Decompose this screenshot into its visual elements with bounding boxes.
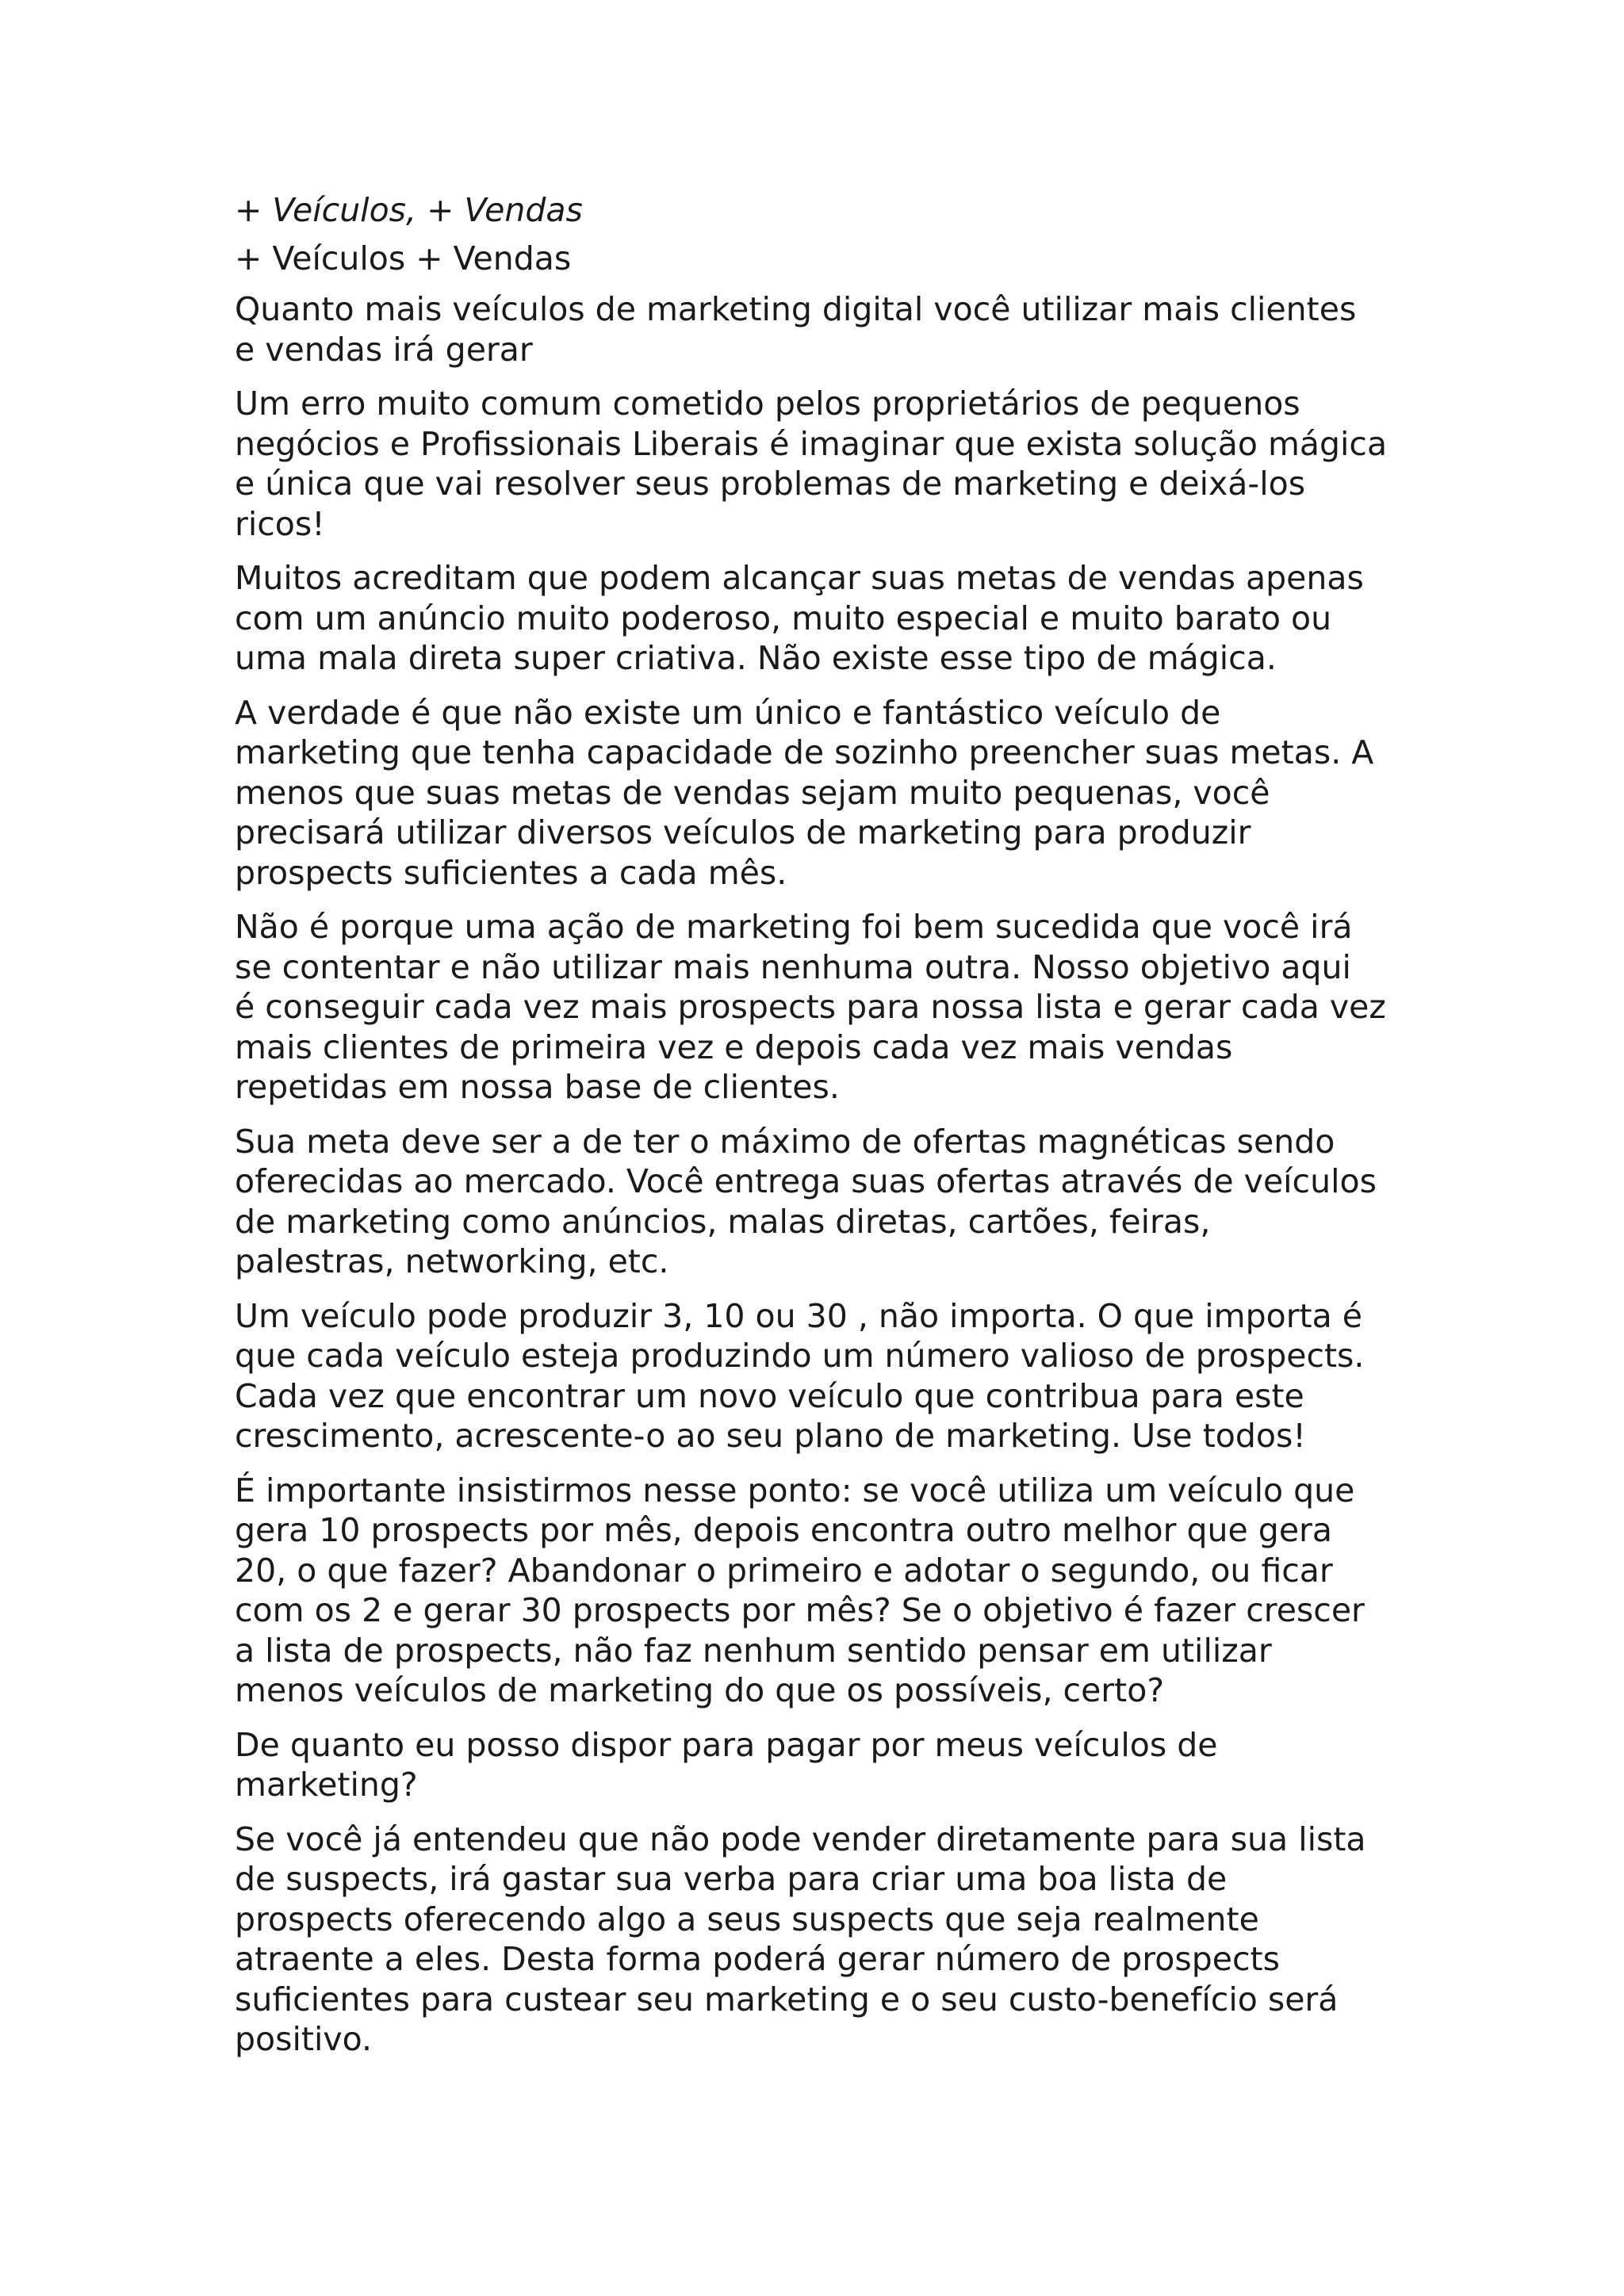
paragraph-line: positivo. — [235, 2020, 372, 2058]
paragraph-line: Um veículo pode produzir 3, 10 ou 30 , não importa. O que importa é — [235, 1296, 1363, 1335]
paragraph-line: Muitos acreditam que podem alcançar suas metas de vendas apenas — [235, 559, 1364, 597]
paragraph — [235, 1820, 1424, 2060]
paragraph-line: Cada vez que encontrar um novo veículo que contribua para este — [235, 1376, 1304, 1415]
paragraph-line: repetidas em nossa base de clientes. — [235, 1068, 840, 1106]
paragraph-line: gera 10 prospects por mês, depois encontra outro melhor que gera — [235, 1511, 1333, 1549]
paragraph-line: negócios e Profissionais Liberais é imaginar que exista solução mágica — [235, 424, 1388, 463]
paragraph-line: de suspects, irá gastar sua verba para criar uma boa lista de — [235, 1860, 1228, 1898]
paragraph — [235, 289, 1424, 369]
paragraph-line: ricos! — [235, 504, 325, 543]
paragraph-line: de marketing como anúncios, malas diretas, cartões, feiras, — [235, 1202, 1211, 1241]
paragraph-line: prospects oferecendo algo a seus suspects que seja realmente — [235, 1900, 1259, 1938]
paragraph-line: Não é porque uma ação de marketing foi bem sucedida que você irá — [235, 908, 1353, 946]
paragraph — [235, 907, 1424, 1108]
paragraph — [235, 693, 1424, 894]
document-subtitle: + Veículos + Vendas — [235, 239, 572, 277]
paragraph — [235, 1471, 1424, 1711]
paragraph-line: com os 2 e gerar 30 prospects por mês? Se o objetivo é fazer crescer — [235, 1591, 1365, 1629]
paragraph-line: que cada veículo esteja produzindo um número valioso de prospects. — [235, 1337, 1365, 1375]
paragraph — [235, 384, 1424, 544]
paragraph-line: e única que vai resolver seus problemas de marketing e deixá-los — [235, 465, 1306, 503]
paragraph — [235, 1725, 1424, 1805]
paragraph-line: prospects suficientes a cada mês. — [235, 853, 787, 892]
paragraph-line: marketing que tenha capacidade de sozinho preencher suas metas. A — [235, 733, 1374, 771]
paragraph-line: marketing? — [235, 1766, 418, 1804]
paragraph-line: a lista de prospects, não faz nenhum sentido pensar em utilizar — [235, 1631, 1272, 1670]
document-title: + Veículos, + Vendas — [235, 191, 583, 229]
paragraph-line: Se você já entendeu que não pode vender diretamente para sua lista — [235, 1820, 1366, 1858]
paragraph-line: precisará utilizar diversos veículos de marketing para produzir — [235, 813, 1251, 851]
paragraph — [235, 1122, 1424, 1282]
paragraph-line: 20, o que fazer? Abandonar o primeiro e adotar o segundo, ou ficar — [235, 1551, 1333, 1590]
paragraph-line: é conseguir cada vez mais prospects para nossa lista e gerar cada vez — [235, 988, 1386, 1026]
document-body — [235, 190, 1424, 2074]
paragraph-line: atraente a eles. Desta forma poderá gerar número de prospects — [235, 1940, 1280, 1978]
paragraph-line: oferecidas ao mercado. Você entrega suas ofertas através de veículos — [235, 1162, 1377, 1200]
paragraph-line: menos veículos de marketing do que os possíveis, certo? — [235, 1671, 1165, 1709]
paragraph-line: crescimento, acrescente-o ao seu plano de marketing. Use todos! — [235, 1417, 1306, 1455]
paragraph-line: Sua meta deve ser a de ter o máximo de ofertas magnéticas sendo — [235, 1122, 1335, 1161]
paragraph-list — [235, 289, 1424, 2060]
paragraph-line: De quanto eu posso dispor para pagar por meus veículos de — [235, 1725, 1218, 1764]
paragraph — [235, 1296, 1424, 1456]
paragraph-line: É importante insistirmos nesse ponto: se você utiliza um veículo que — [235, 1471, 1355, 1510]
paragraph-line: A verdade é que não existe um único e fantástico veículo de — [235, 693, 1221, 732]
paragraph-line: suficientes para custear seu marketing e o seu custo-benefício será — [235, 1980, 1339, 2019]
paragraph-line: mais clientes de primeira vez e depois cada vez mais vendas — [235, 1027, 1233, 1066]
paragraph-line: uma mala direta super criativa. Não existe esse tipo de mágica. — [235, 639, 1277, 677]
paragraph-line: e vendas irá gerar — [235, 330, 533, 369]
paragraph-line: Um erro muito comum cometido pelos proprietários de pequenos — [235, 385, 1300, 423]
paragraph-line: Quanto mais veículos de marketing digital você utilizar mais clientes — [235, 290, 1357, 328]
paragraph-line: com um anúncio muito poderoso, muito especial e muito barato ou — [235, 599, 1332, 637]
paragraph — [235, 558, 1424, 679]
paragraph-line: menos que suas metas de vendas sejam muito pequenas, você — [235, 773, 1270, 812]
paragraph-line: palestras, networking, etc. — [235, 1242, 669, 1280]
paragraph-line: se contentar e não utilizar mais nenhuma outra. Nosso objetivo aqui — [235, 947, 1351, 986]
